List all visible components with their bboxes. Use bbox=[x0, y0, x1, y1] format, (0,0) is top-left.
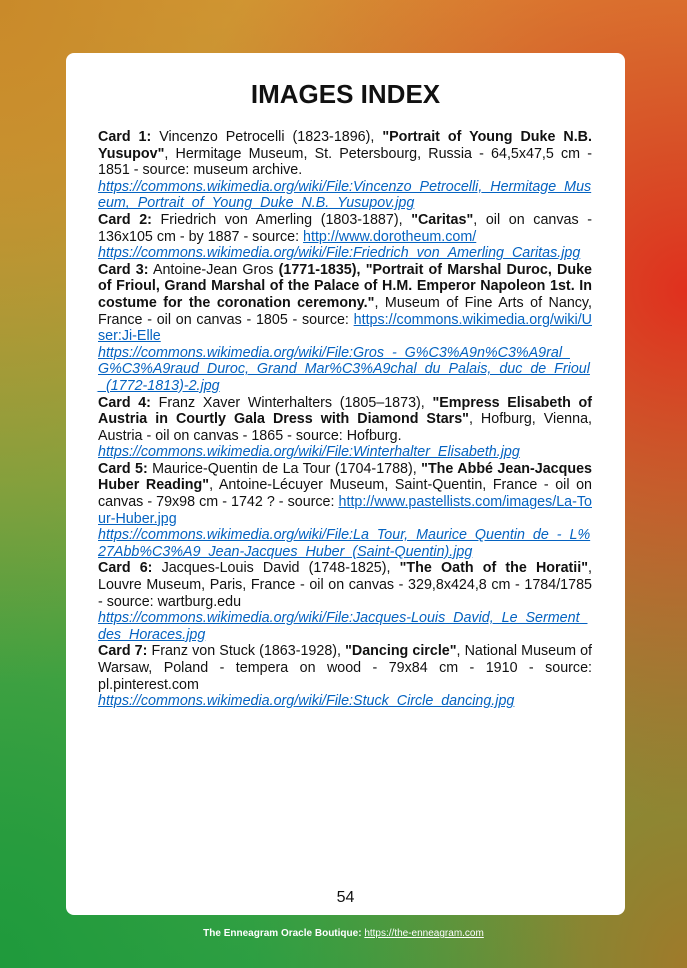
card-artist: Maurice-Quentin de La Tour (1704-1788), bbox=[147, 460, 422, 477]
card-title: "Dancing circle" bbox=[345, 643, 457, 660]
wikimedia-link[interactable]: https://commons.wikimedia.org/wiki/File:Winterhalter_Elisabeth.jpg bbox=[98, 444, 520, 461]
card-label: Card 4: bbox=[98, 394, 151, 411]
card-artist: Jacques-Louis David (1748-1825), bbox=[152, 560, 400, 577]
card-title: (1771-1835), "Portrait of Marshal Duroc, Duke of Frioul, Grand Marshal of the Palace of H.M. Emperor Napoleon 1st. In costume for the coronation ceremony." bbox=[98, 261, 592, 311]
wikimedia-link[interactable]: https://commons.wikimedia.org/wiki/File:Vincenzo_Petrocelli,_Hermitage_Museum,_Portrait_of_Young_Duke_N.B._Yusupov.jpg bbox=[98, 178, 592, 212]
card-entry bbox=[98, 212, 592, 262]
wikimedia-link[interactable]: https://commons.wikimedia.org/wiki/File:Stuck_Circle_dancing.jpg bbox=[98, 693, 515, 710]
card-label: Card 5: bbox=[98, 460, 148, 477]
card-artist: Antoine-Jean Gros bbox=[148, 261, 279, 278]
page-title: IMAGES INDEX bbox=[250, 79, 441, 109]
card-details: , National Museum of Warsaw, Poland - tempera on wood - 79x84 cm - 1910 - source: pl.pinterest.com bbox=[98, 643, 592, 693]
card-entry bbox=[98, 643, 592, 709]
card-label: Card 3: bbox=[98, 261, 149, 278]
card-label: Card 2: bbox=[98, 211, 152, 228]
card-details: , Hofburg, Vienna, Austria - oil on canvas - 1865 - source: Hofburg. bbox=[98, 411, 592, 444]
card-label: Card 1: bbox=[98, 129, 152, 145]
card-details: , Hermitage Museum, St. Petersbourg, Russia - 64,5x47,5 cm - 1851 - source: museum archive. bbox=[98, 145, 592, 179]
images-index-list bbox=[98, 129, 592, 710]
card-details: , Museum of Fine Arts of Nancy, France - oil on canvas - 1805 - source: bbox=[98, 294, 592, 328]
card-entry bbox=[98, 560, 592, 643]
card-artist: Vincenzo Petrocelli (1823-1896), bbox=[151, 129, 383, 145]
footer-label: The Enneagram Oracle Boutique: bbox=[203, 928, 362, 939]
card-title: "The Abbé Jean-Jacques Huber Reading" bbox=[98, 460, 592, 494]
card-details: , oil on canvas - 136x105 cm - by 1887 - source: bbox=[98, 211, 592, 245]
card-artist: Franz Xaver Winterhalters (1805–1873), bbox=[150, 394, 433, 411]
card-entry bbox=[98, 395, 592, 461]
source-link[interactable]: https://commons.wikimedia.org/wiki/User:Ji-Elle bbox=[98, 311, 592, 345]
card-label: Card 6: bbox=[98, 560, 153, 577]
wikimedia-link[interactable]: https://commons.wikimedia.org/wiki/File:Jacques-Louis_David,_Le_Serment_des_Horaces.jpg bbox=[98, 610, 588, 643]
source-link[interactable]: http://www.pastellists.com/images/La-Tour-Huber.jpg bbox=[98, 494, 592, 527]
wikimedia-link[interactable]: https://commons.wikimedia.org/wiki/File:Gros_-_G%C3%A9n%C3%A9ral_G%C3%A9raud_Duroc,_Grand_Mar%C3%A9chal_du_Palais,_duc_de_Frioul_(1772-1813)-2.jpg bbox=[98, 344, 590, 394]
card-title: "Portrait of Young Duke N.B. Yusupov" bbox=[98, 129, 592, 162]
card-entry bbox=[98, 461, 592, 561]
card-entry bbox=[98, 262, 592, 395]
card-entry bbox=[98, 129, 592, 212]
source-link[interactable]: http://www.dorotheum.com/ bbox=[303, 228, 477, 245]
card-title: "The Oath of the Horatii" bbox=[399, 560, 589, 577]
card-artist: Friedrich von Amerling (1803-1887), bbox=[151, 211, 412, 228]
card-title: "Empress Elisabeth of Austria in Courtly Gala Dress with Diamond Stars" bbox=[98, 394, 592, 428]
footer-link[interactable]: https://the-enneagram.com bbox=[364, 928, 484, 939]
page-number: 54 bbox=[336, 889, 355, 906]
page-card bbox=[66, 53, 625, 915]
card-title: "Caritas" bbox=[411, 211, 474, 228]
card-label: Card 7: bbox=[98, 643, 148, 660]
card-details: , Louvre Museum, Paris, France - oil on canvas - 329,8x424,8 cm - 1784/1785 - source: wartburg.edu bbox=[98, 560, 592, 610]
card-artist: Franz von Stuck (1863-1928), bbox=[147, 643, 346, 660]
card-details: , Antoine-Lécuyer Museum, Saint-Quentin, France - oil on canvas - 79x98 cm - 1742 ? - source: bbox=[98, 477, 592, 511]
wikimedia-link[interactable]: https://commons.wikimedia.org/wiki/File:Friedrich_von_Amerling_Caritas.jpg bbox=[98, 245, 581, 262]
wikimedia-link[interactable]: https://commons.wikimedia.org/wiki/File:La_Tour,_Maurice_Quentin_de_-_L%27Abb%C3%A9_Jean-Jacques_Huber_(Saint-Quentin).jpg bbox=[98, 527, 591, 560]
footer bbox=[0, 928, 687, 939]
